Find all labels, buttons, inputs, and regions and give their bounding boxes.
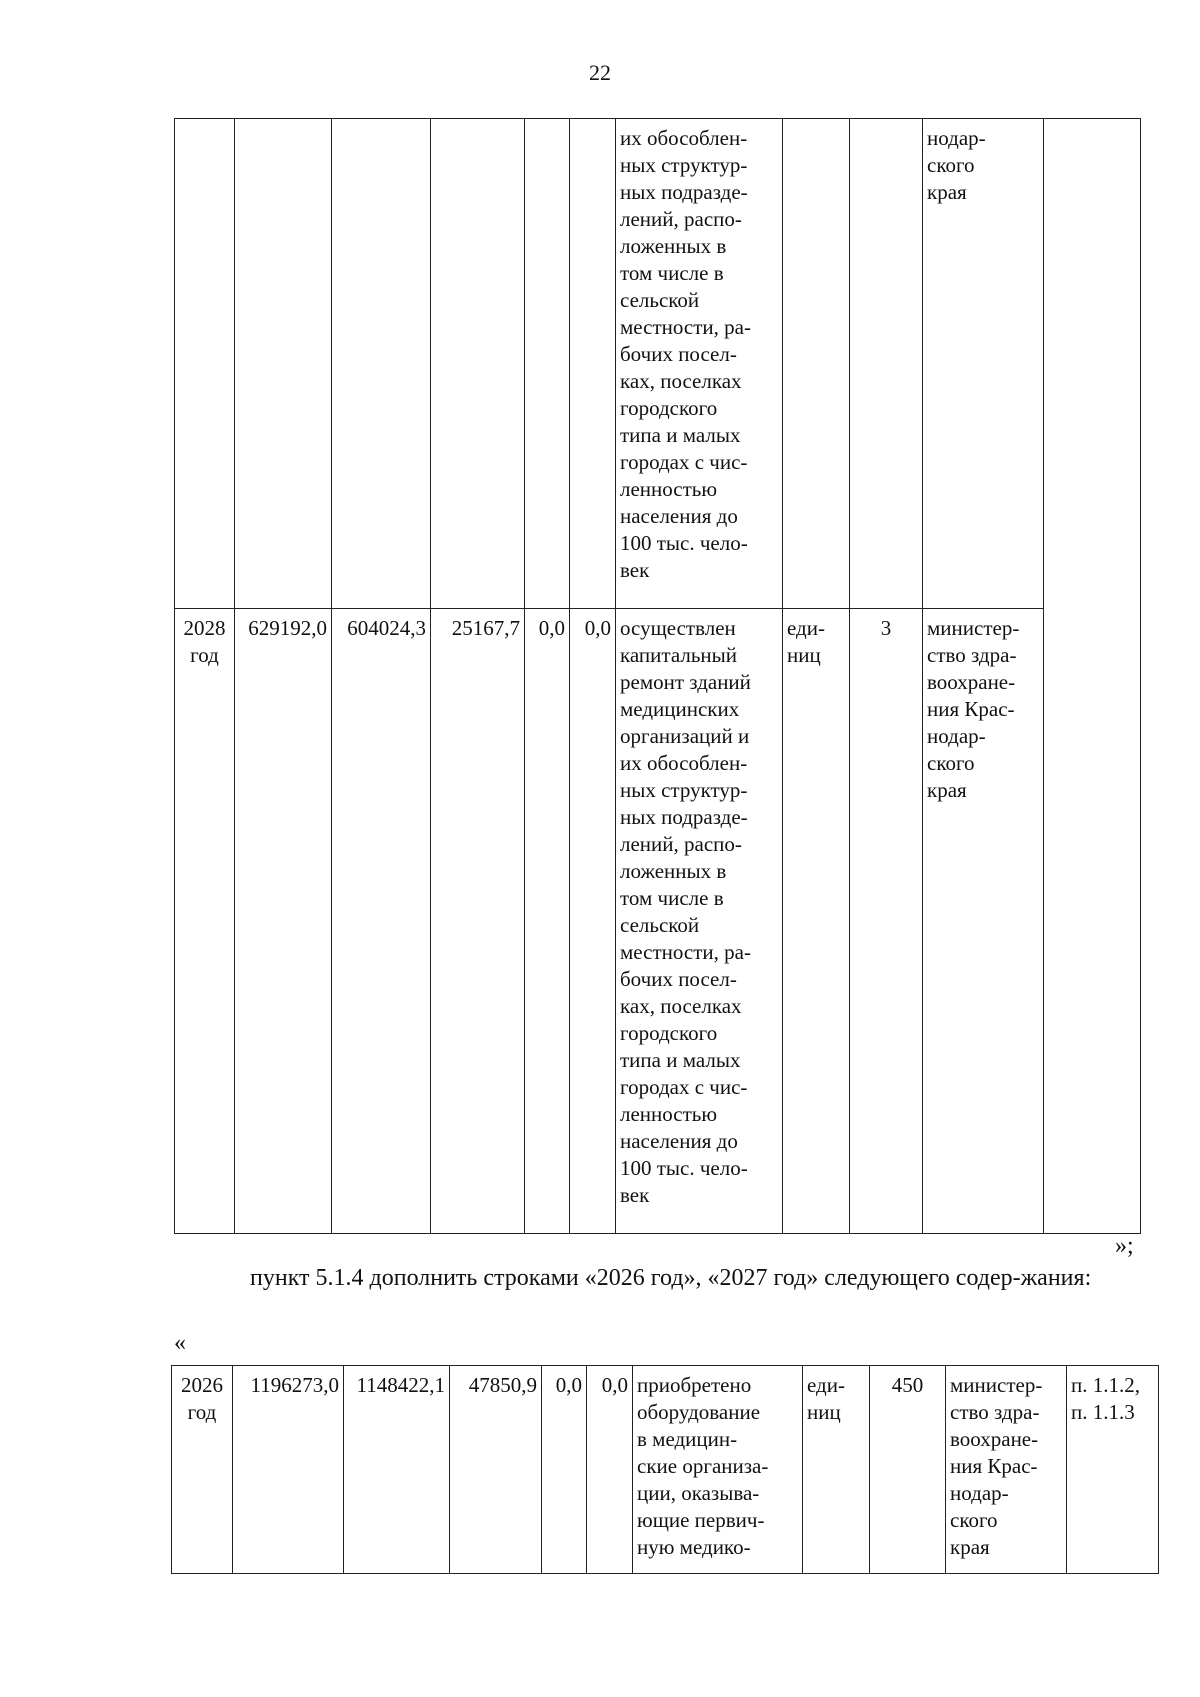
other-sources-cell: 0,0 xyxy=(570,609,616,1234)
responsible-executor-cell: министер- ство здра- воохране- ния Крас- нодар- ского края xyxy=(923,609,1044,1234)
local-budget-cell xyxy=(525,119,570,609)
table-row xyxy=(172,1366,1159,1574)
total-cell: 629192,0 xyxy=(235,609,332,1234)
regional-budget-cell xyxy=(332,119,431,609)
year-cell: 2026 год xyxy=(172,1366,233,1574)
result-description-cell: осуществлен капитальный ремонт зданий медицинских организаций и их обособлен- ных структур- ных подразде- лений, распо- ложенных в том числе в сельской местности, ра- бочих посел- ках, поселках городского типа и малых городах с чис- ленностью населения до 100 тыс. чело- век xyxy=(616,609,783,1234)
table-row xyxy=(175,609,1141,1234)
amendment-paragraph: пункт 5.1.4 дополнить строками «2026 год», «2027 год» следующего содер-жания: xyxy=(250,1265,1092,1291)
table-row xyxy=(175,119,1141,609)
value-cell xyxy=(850,119,923,609)
local-budget-cell: 0,0 xyxy=(525,609,570,1234)
federal-budget-cell: 47850,9 xyxy=(450,1366,542,1574)
result-description-cell: их обособлен- ных структур- ных подразде- лений, распо- ложенных в том числе в сельской местности, ра- бочих посел- ках, поселках городского типа и малых городах с чис- ленностью населения до 100 тыс. чело- век xyxy=(616,119,783,609)
page-number: 22 xyxy=(589,60,611,85)
funding-table-new-rows xyxy=(171,1365,1159,1574)
unit-cell: еди- ниц xyxy=(783,609,850,1234)
value-cell: 450 xyxy=(870,1366,946,1574)
unit-cell: еди- ниц xyxy=(803,1366,870,1574)
responsible-executor-cell: нодар- ского края xyxy=(923,119,1044,609)
federal-budget-cell: 25167,7 xyxy=(431,609,525,1234)
other-sources-cell xyxy=(570,119,616,609)
unit-cell xyxy=(783,119,850,609)
opening-quote: « xyxy=(174,1330,186,1356)
local-budget-cell: 0,0 xyxy=(542,1366,587,1574)
result-description-cell: приобретено оборудование в медицин- ские организа- ции, оказыва- ющие первич- ную медико- xyxy=(633,1366,803,1574)
closing-quote: »; xyxy=(1115,1233,1134,1259)
value-cell: 3 xyxy=(850,609,923,1234)
regional-budget-cell: 1148422,1 xyxy=(344,1366,450,1574)
total-cell xyxy=(235,119,332,609)
year-cell xyxy=(175,119,235,609)
other-sources-cell: 0,0 xyxy=(587,1366,633,1574)
responsible-executor-cell: министер- ство здра- воохране- ния Крас- нодар- ского края xyxy=(946,1366,1067,1574)
total-cell: 1196273,0 xyxy=(233,1366,344,1574)
reference-cell xyxy=(1044,119,1141,1234)
regional-budget-cell: 604024,3 xyxy=(332,609,431,1234)
federal-budget-cell xyxy=(431,119,525,609)
year-cell: 2028 год xyxy=(175,609,235,1234)
reference-cell: п. 1.1.2, п. 1.1.3 xyxy=(1067,1366,1159,1574)
funding-table-continuation xyxy=(174,118,1141,1234)
